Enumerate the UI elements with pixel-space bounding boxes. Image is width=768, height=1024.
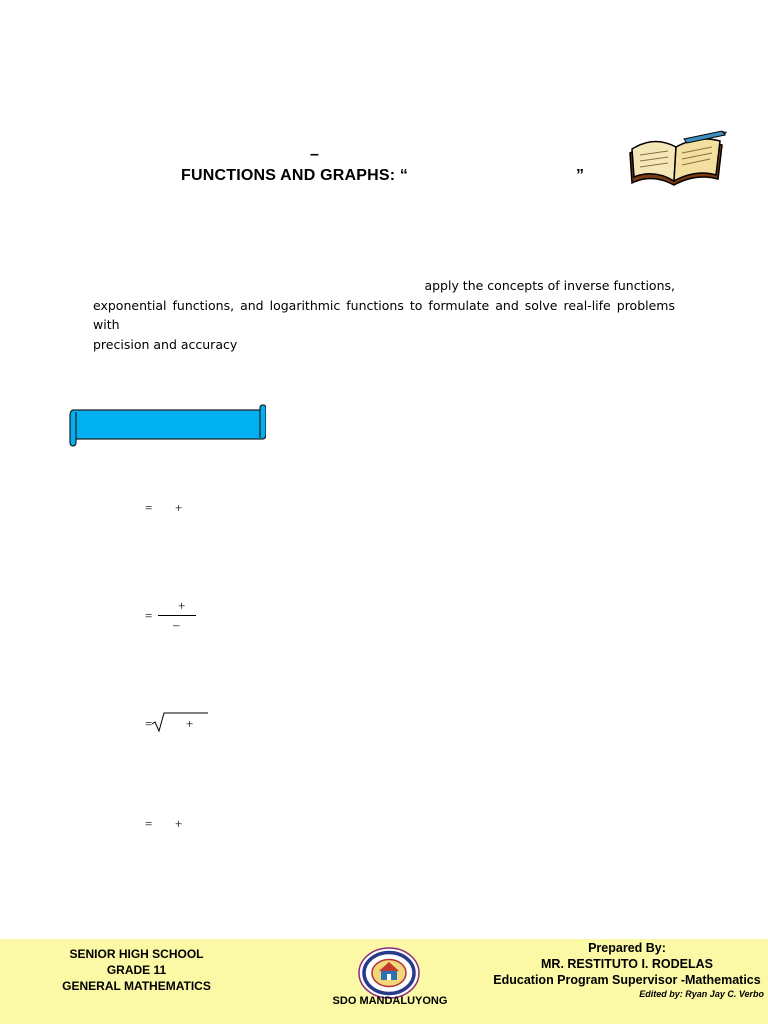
- scroll-banner-icon: [68, 404, 266, 448]
- objective-line-2: exponential functions, and logarithmic functions to formulate and solve real-life problems with: [93, 297, 675, 332]
- learning-objective: [93, 276, 675, 354]
- title-closing-quote: ”: [576, 167, 585, 184]
- title-prefix: FUNCTIONS AND GRAPHS: “: [181, 167, 409, 184]
- fraction-bar: [158, 615, 196, 616]
- school-level: SENIOR HIGH SCHOOL: [69, 947, 204, 961]
- subject-name: GENERAL MATHEMATICS: [62, 979, 211, 993]
- equation-4-plus: +: [175, 816, 183, 831]
- objective-line-3: precision and accuracy: [93, 336, 238, 352]
- square-root-icon: [150, 707, 210, 735]
- author-position: Education Program Supervisor -Mathematics: [493, 973, 761, 987]
- equation-2-denominator-minus: –: [173, 617, 180, 632]
- page-title: [181, 167, 585, 185]
- equation-4-equals: =: [145, 816, 153, 831]
- equation-1-plus: +: [175, 500, 183, 515]
- division-seal-icon: [358, 947, 420, 999]
- school-info: [54, 946, 219, 994]
- prepared-by-label: Prepared By:: [588, 941, 666, 955]
- title-dash: –: [310, 146, 319, 163]
- page-footer: [0, 939, 768, 1024]
- equation-1-equals: =: [145, 500, 153, 515]
- equation-2-numerator-plus: +: [178, 598, 186, 613]
- equation-3-equals: =: [145, 716, 153, 731]
- open-book-icon: [624, 125, 728, 197]
- division-office-label: SDO MANDALUYONG: [332, 995, 448, 1007]
- equation-2-equals: =: [145, 608, 153, 623]
- objective-line-1: apply the concepts of inverse functions,: [424, 278, 675, 293]
- prepared-by-block: [482, 940, 768, 988]
- author-name: MR. RESTITUTO I. RODELAS: [541, 957, 713, 971]
- grade-level: GRADE 11: [106, 963, 167, 977]
- edited-by-label: Edited by: Ryan Jay C. Verbo: [639, 989, 764, 999]
- equation-3-plus: +: [186, 716, 194, 731]
